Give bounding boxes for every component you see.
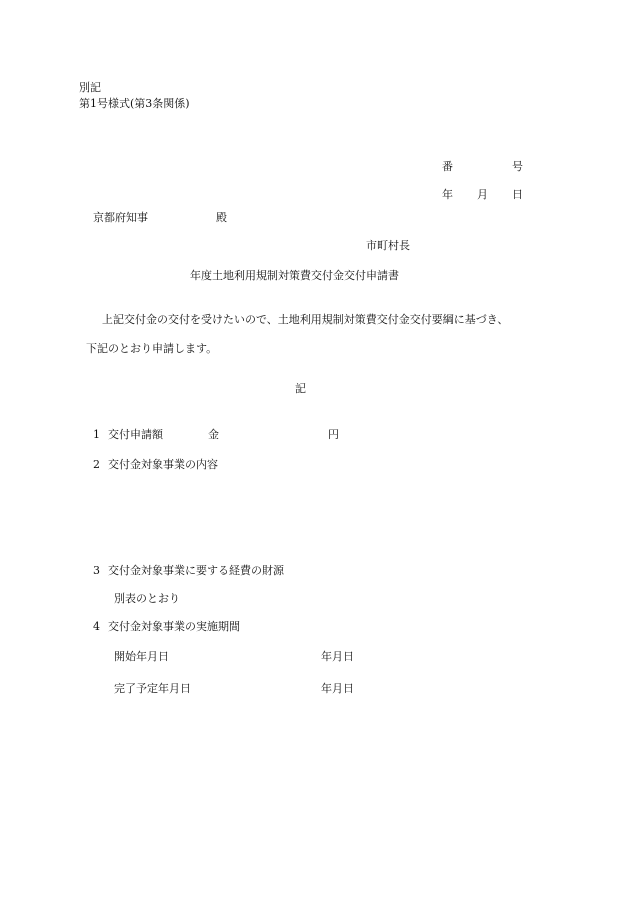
bekki-label: 別記 bbox=[79, 81, 101, 94]
addressee-honorific: 殿 bbox=[216, 211, 227, 224]
item4-number: 4 bbox=[93, 620, 100, 633]
item4-end-value: 年月日 bbox=[321, 682, 354, 695]
reference-go: 号 bbox=[512, 160, 523, 173]
item1-kin: 金 bbox=[208, 428, 219, 441]
item2-label: 交付金対象事業の内容 bbox=[108, 458, 218, 471]
item4-start-label: 開始年月日 bbox=[114, 650, 169, 663]
addressee-name: 京都府知事 bbox=[93, 211, 148, 224]
item4-label: 交付金対象事業の実施期間 bbox=[108, 620, 240, 633]
sender-title: 市町村長 bbox=[366, 239, 410, 252]
item1-label: 交付申請額 bbox=[108, 428, 163, 441]
item1-number: 1 bbox=[93, 428, 100, 441]
item3-sub: 別表のとおり bbox=[114, 592, 180, 605]
date-hi: 日 bbox=[512, 188, 523, 201]
date-tsuki: 月 bbox=[477, 188, 488, 201]
document-title: 年度土地利用規制対策費交付金交付申請書 bbox=[190, 269, 399, 282]
ki-heading: 記 bbox=[295, 382, 306, 395]
item4-start-value: 年月日 bbox=[321, 650, 354, 663]
form-number: 第1号様式(第3条関係) bbox=[79, 97, 190, 110]
item3-label: 交付金対象事業に要する経費の財源 bbox=[108, 564, 284, 577]
date-nen: 年 bbox=[442, 188, 453, 201]
body-line-2: 下記のとおり申請します。 bbox=[86, 342, 218, 355]
body-line-1: 上記交付金の交付を受けたいので、土地利用規制対策費交付金交付要綱に基づき、 bbox=[102, 313, 509, 326]
item2-number: 2 bbox=[93, 458, 100, 471]
reference-ban: 番 bbox=[442, 160, 453, 173]
item4-end-label: 完了予定年月日 bbox=[114, 682, 191, 695]
item3-number: 3 bbox=[93, 564, 100, 577]
item1-en: 円 bbox=[328, 428, 339, 441]
